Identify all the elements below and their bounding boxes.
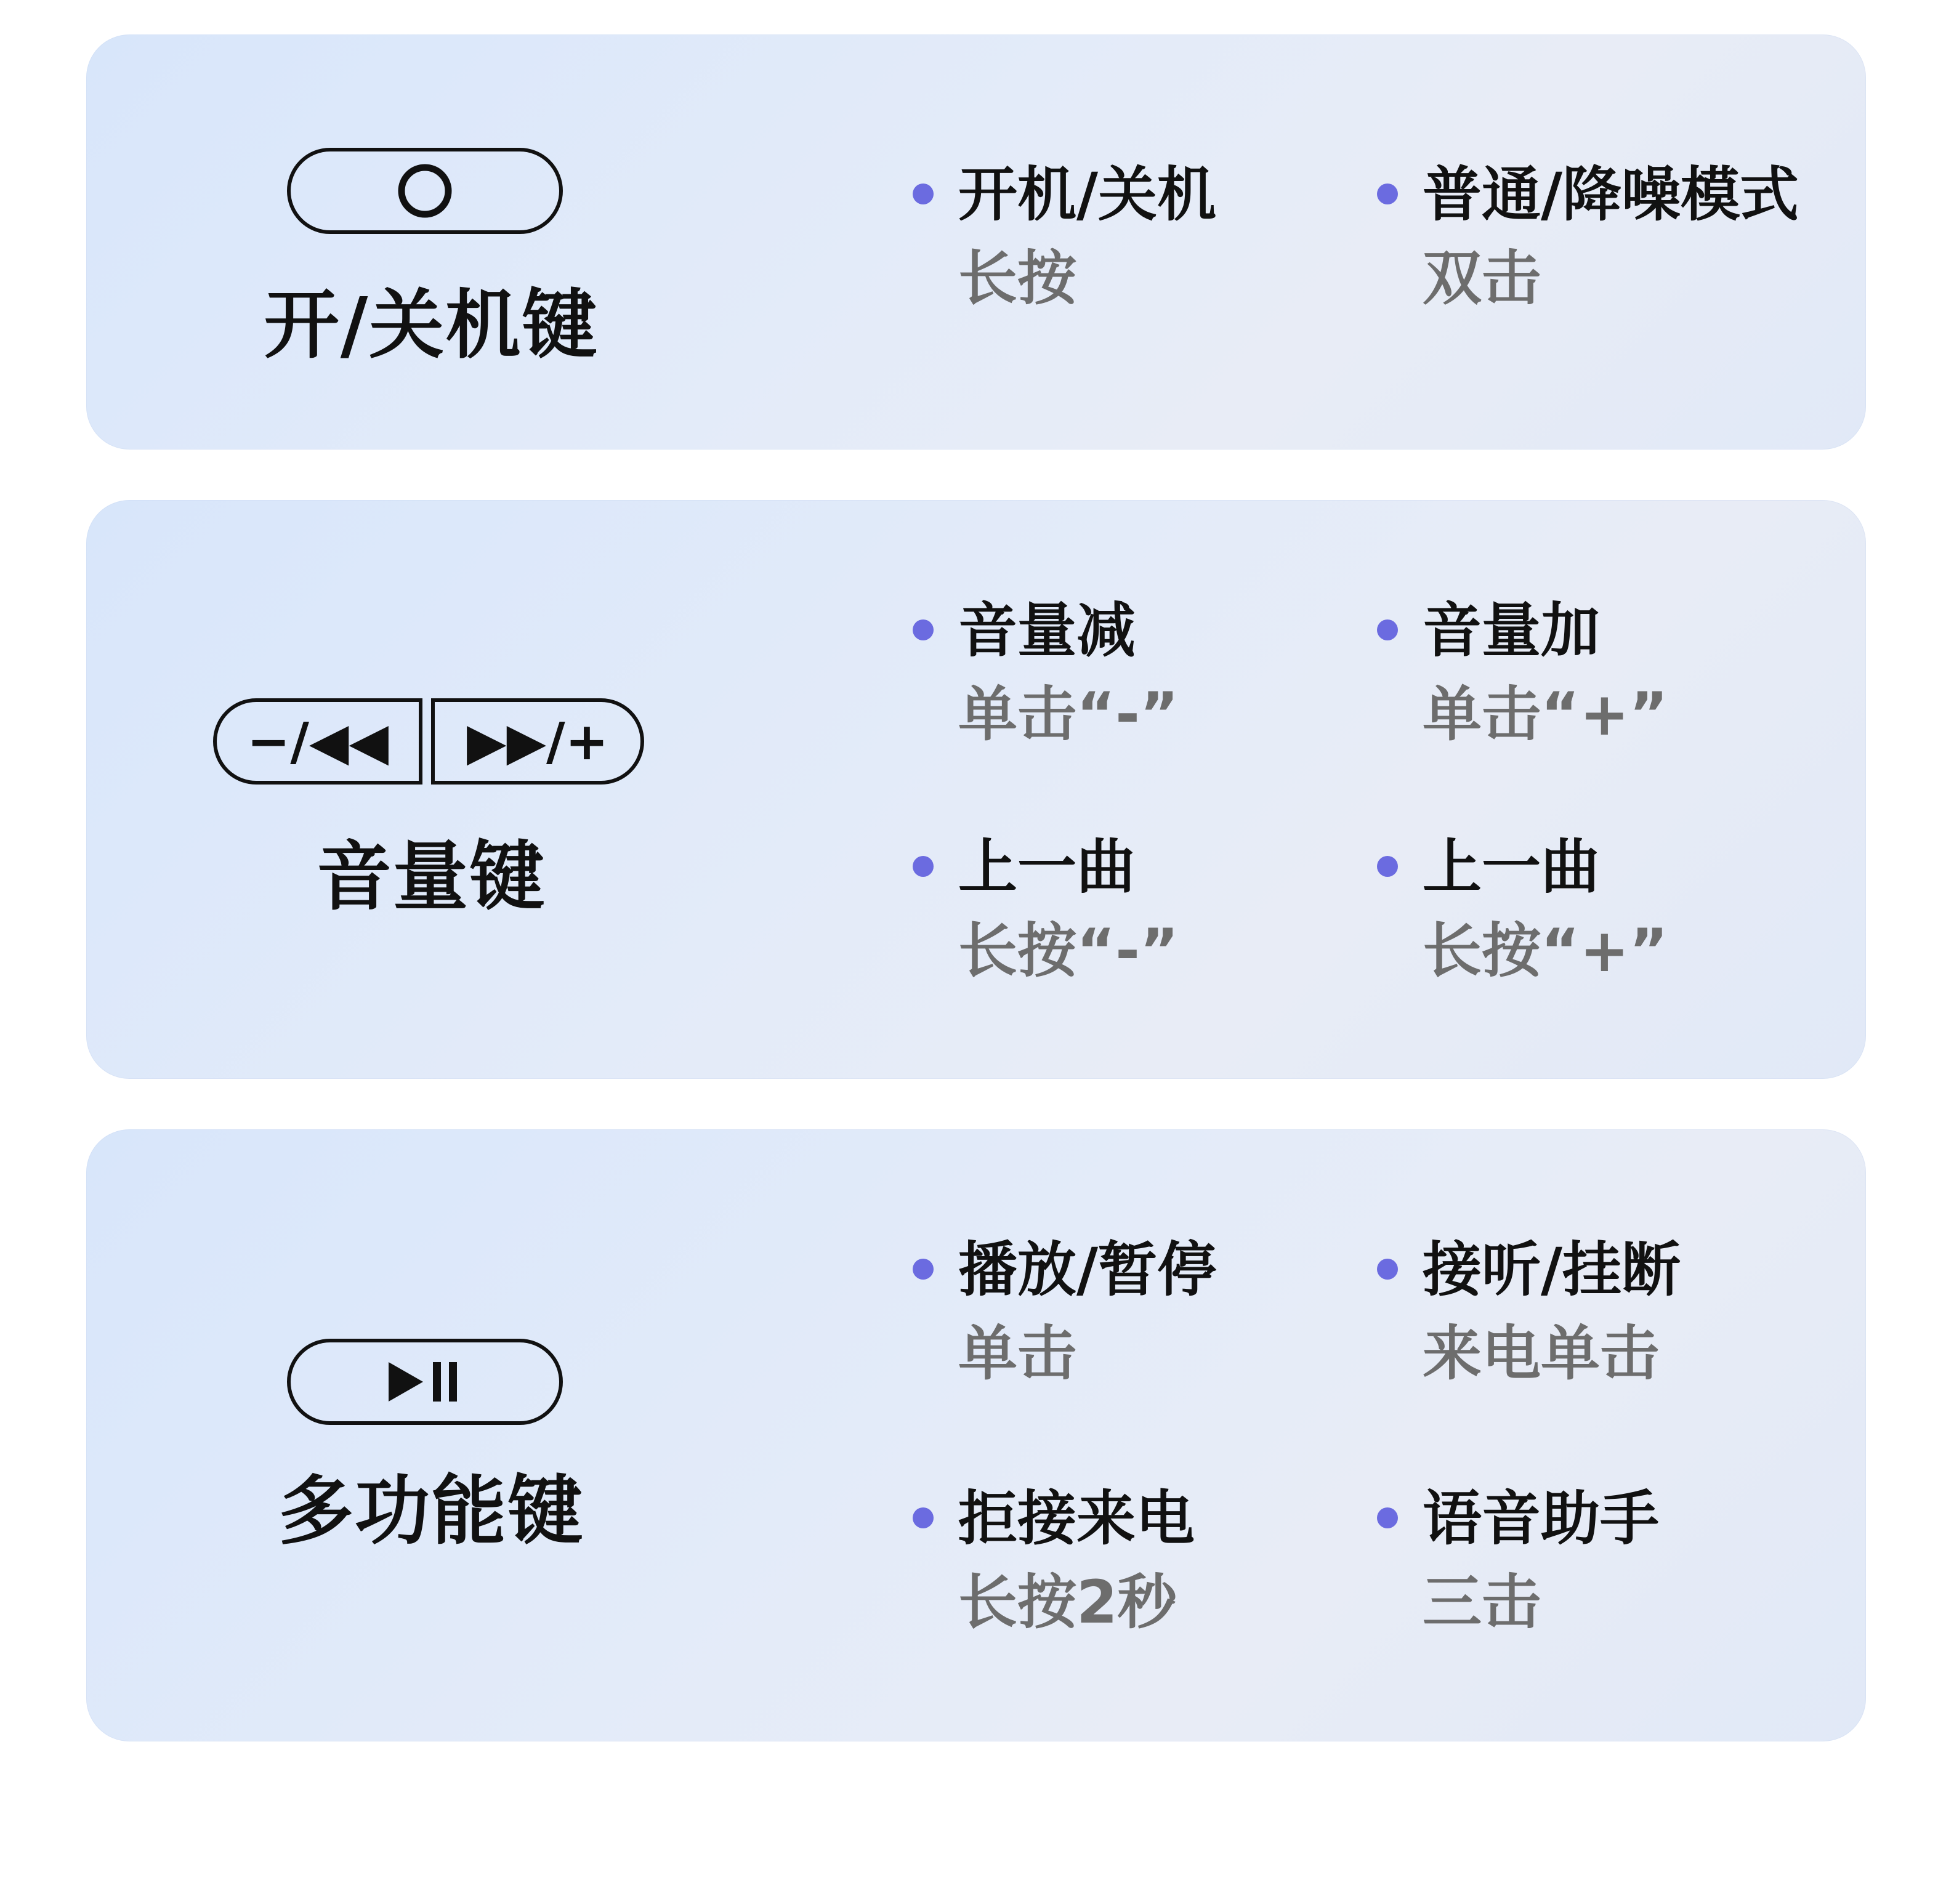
volume-key-title: 音量键 — [317, 833, 546, 921]
power-key-card — [86, 34, 1866, 450]
bullet-dot — [1377, 184, 1398, 204]
function-action: 来电单击 — [1423, 1319, 1659, 1388]
volume-up-next-icon: ▶▶/+ — [466, 711, 609, 772]
function-action: 单击“-” — [958, 680, 1179, 749]
function-name: 语音助手 — [1423, 1484, 1659, 1553]
multifunction-button-graphic — [287, 1339, 563, 1425]
function-name: 音量加 — [1423, 596, 1600, 665]
function-name: 音量减 — [958, 596, 1136, 665]
volume-button-graphic — [213, 698, 644, 785]
volume-down-prev-icon: −/◀◀ — [246, 711, 389, 772]
function-action: 单击 — [958, 1319, 1076, 1388]
function-action: 长按“-” — [958, 916, 1179, 985]
volume-up-button-graphic — [431, 698, 644, 785]
function-action: 三击 — [1423, 1568, 1541, 1637]
power-key-illustration — [86, 34, 776, 450]
multifunction-key-illustration — [86, 1129, 776, 1741]
bullet-dot — [913, 1507, 934, 1528]
bullet-dot — [1377, 1507, 1398, 1528]
volume-down-button-graphic — [213, 698, 422, 785]
power-circle-icon — [395, 161, 454, 220]
function-name: 上一曲 — [1423, 833, 1600, 902]
bullet-dot — [913, 1259, 934, 1280]
function-name: 拒接来电 — [958, 1484, 1195, 1553]
volume-key-card — [86, 500, 1866, 1079]
function-action: 双击 — [1423, 244, 1541, 313]
function-name: 接听/挂断 — [1423, 1235, 1681, 1304]
multifunction-key-title: 多功能键 — [278, 1467, 584, 1555]
bullet-dot — [913, 619, 934, 640]
multifunction-key-card — [86, 1129, 1866, 1741]
bullet-dot — [1377, 619, 1398, 640]
function-name: 播放/暂停 — [958, 1235, 1217, 1304]
function-name: 上一曲 — [958, 833, 1136, 902]
play-pause-icon — [385, 1357, 465, 1406]
function-name: 普通/降噪模式 — [1423, 160, 1799, 229]
bullet-dot — [913, 856, 934, 877]
bullet-dot — [913, 184, 934, 204]
power-key-title: 开/关机键 — [264, 281, 599, 369]
function-action: 单击“+” — [1423, 680, 1668, 749]
function-name: 开机/关机 — [958, 160, 1217, 229]
power-button-graphic — [287, 148, 563, 234]
volume-key-illustration — [86, 500, 776, 1079]
function-action: 长按“+” — [1423, 916, 1668, 985]
bullet-dot — [1377, 856, 1398, 877]
bullet-dot — [1377, 1259, 1398, 1280]
function-action: 长按2秒 — [958, 1568, 1177, 1637]
function-action: 长按 — [958, 244, 1076, 313]
